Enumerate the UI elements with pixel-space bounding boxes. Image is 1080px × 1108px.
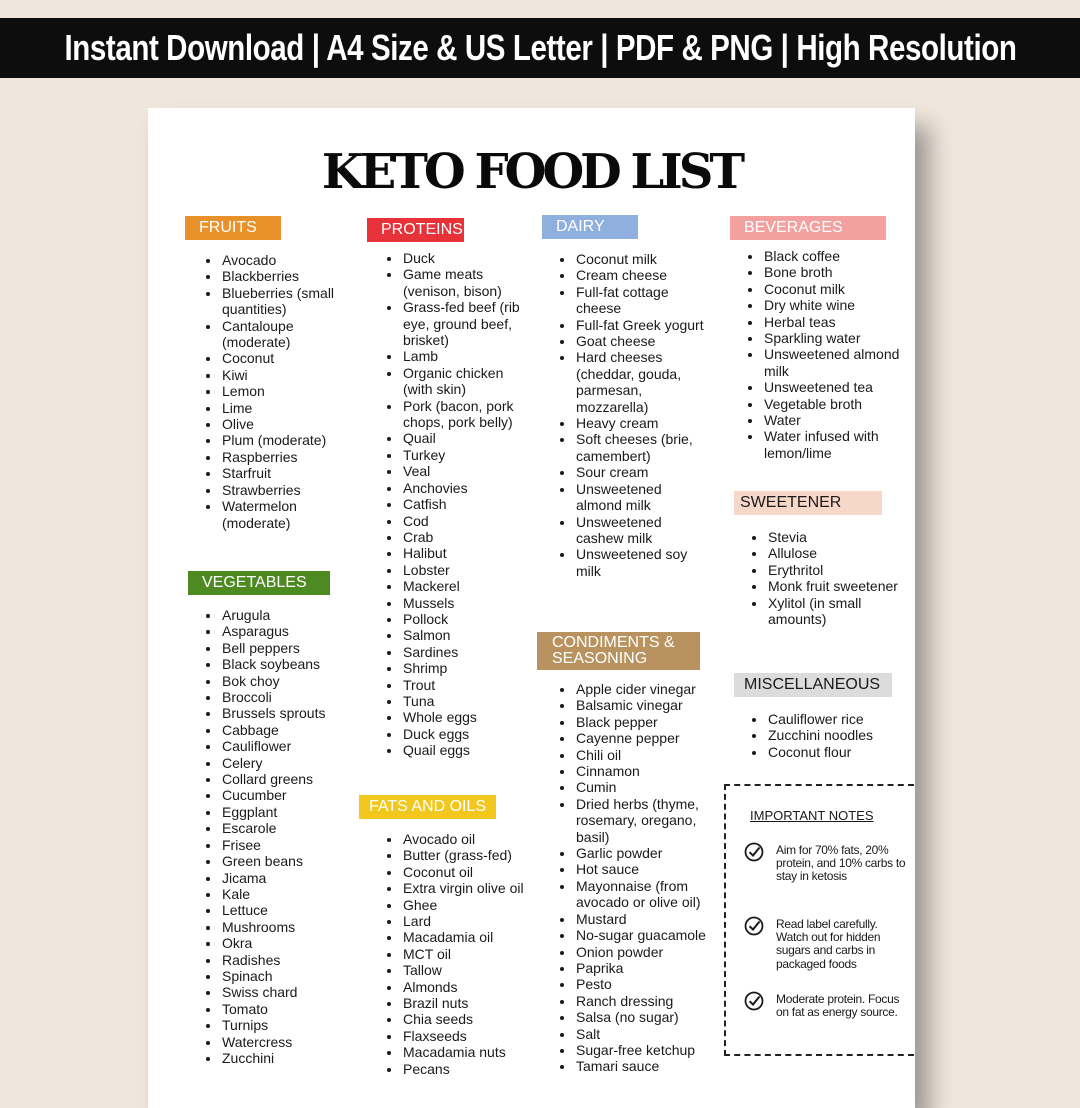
fruits-item: Blackberries [206,268,336,284]
vegetables-list [206,607,346,1066]
fats-heading: FATS AND OILS [359,795,496,819]
fats-item: Lard [387,913,537,929]
condiments-item: Tamari sauce [560,1058,720,1074]
vegetables-heading: VEGETABLES [188,571,330,595]
vegetables-item: Swiss chard [206,984,346,1000]
section-proteins [367,216,527,759]
fruits-item: Cantaloupe (moderate) [206,318,336,351]
sweetener-item: Xylitol (in small amounts) [752,595,902,628]
beverages-item: Water infused with lemon/lime [748,428,900,461]
fruits-item: Coconut [206,350,336,366]
vegetables-item: Green beans [206,853,346,869]
dairy-item: Full-fat Greek yogurt [560,317,710,333]
fruits-item: Strawberries [206,482,336,498]
fats-item: MCT oil [387,946,537,962]
vegetables-item: Mushrooms [206,919,346,935]
dairy-item: Unsweetened cashew milk [560,514,710,547]
vegetables-item: Cauliflower [206,738,346,754]
dairy-item: Full-fat cottage cheese [560,284,710,317]
dairy-item: Hard cheeses (cheddar, gouda, parmesan, mozzarella) [560,349,710,415]
condiments-item: Chili oil [560,747,720,763]
vegetables-item: Frisee [206,837,346,853]
vegetables-item: Eggplant [206,804,346,820]
proteins-item: Quail eggs [387,742,527,758]
fats-item: Avocado oil [387,831,537,847]
vegetables-item: Turnips [206,1017,346,1033]
food-list-sheet [148,108,915,1108]
condiments-item: Apple cider vinegar [560,681,720,697]
vegetables-item: Cucumber [206,787,346,803]
proteins-item: Whole eggs [387,709,527,725]
sweetener-item: Allulose [752,545,902,561]
fruits-item: Lemon [206,383,336,399]
vegetables-item: Jicama [206,870,346,886]
condiments-item: Black pepper [560,714,720,730]
vegetables-item: Tomato [206,1001,346,1017]
fruits-item: Kiwi [206,367,336,383]
proteins-item: Quail [387,430,527,446]
fats-item: Butter (grass-fed) [387,847,537,863]
vegetables-item: Radishes [206,952,346,968]
fruits-item: Blueberries (small quantities) [206,285,336,318]
vegetables-item: Brussels sprouts [206,705,346,721]
fruits-heading: FRUITS [185,216,281,240]
vegetables-item: Asparagus [206,623,346,639]
proteins-item: Halibut [387,545,527,561]
condiments-item: Salt [560,1026,720,1042]
dairy-item: Unsweetened almond milk [560,481,710,514]
proteins-item: Organic chicken (with skin) [387,365,527,398]
condiments-item: Paprika [560,960,720,976]
beverages-item: Coconut milk [748,281,900,297]
proteins-item: Grass-fed beef (rib eye, ground beef, brisket) [387,299,527,348]
vegetables-item: Broccoli [206,689,346,705]
beverages-item: Black coffee [748,248,900,264]
beverages-item: Water [748,412,900,428]
vegetables-item: Kale [206,886,346,902]
fats-item: Pecans [387,1061,537,1077]
dairy-item: Coconut milk [560,251,710,267]
misc-heading: MISCELLANEOUS [734,673,892,697]
condiments-item: Cumin [560,779,720,795]
condiments-item: No-sugar guacamole [560,927,720,943]
vegetables-item: Collard greens [206,771,346,787]
fats-list [387,831,537,1077]
misc-item: Coconut flour [752,744,902,760]
condiments-item: Pesto [560,976,720,992]
notes-title: IMPORTANT NOTES [750,808,874,823]
condiments-item: Cinnamon [560,763,720,779]
condiments-item: Garlic powder [560,845,720,861]
beverages-item: Bone broth [748,264,900,280]
fats-item: Macadamia oil [387,929,537,945]
proteins-list [387,250,527,759]
fats-item: Flaxseeds [387,1028,537,1044]
fruits-item: Olive [206,416,336,432]
vegetables-item: Escarole [206,820,346,836]
note-text: Aim for 70% fats, 20% protein, and 10% carbs to stay in ketosis [776,843,906,884]
section-fruits [185,216,335,531]
section-beverages [730,216,900,461]
section-fats [359,795,529,1077]
fats-item: Extra virgin olive oil [387,880,537,896]
vegetables-item: Lettuce [206,902,346,918]
proteins-item: Tuna [387,693,527,709]
condiments-heading: CONDIMENTS & SEASONING [537,632,700,670]
dairy-item: Goat cheese [560,333,710,349]
vegetables-item: Celery [206,755,346,771]
fats-item: Chia seeds [387,1011,537,1027]
fruits-item: Watermelon (moderate) [206,498,336,531]
fats-item: Macadamia nuts [387,1044,537,1060]
vegetables-item: Watercress [206,1034,346,1050]
sweetener-item: Erythritol [752,562,902,578]
beverages-item: Dry white wine [748,297,900,313]
dairy-list [560,251,710,579]
vegetables-item: Black soybeans [206,656,346,672]
condiments-item: Dried herbs (thyme, rosemary, oregano, basil) [560,796,720,845]
fats-item: Almonds [387,979,537,995]
condiments-item: Mayonnaise (from avocado or olive oil) [560,878,720,911]
fats-item: Ghee [387,897,537,913]
dairy-heading: DAIRY [542,215,638,239]
note-text: Read label carefully. Watch out for hidden sugars and carbs in packaged foods [776,917,881,971]
sweetener-heading: SWEETENER [734,491,882,515]
banner-text: Instant Download | A4 Size & US Letter | PDF & PNG | High Resolution [64,27,1016,68]
proteins-item: Catfish [387,496,527,512]
proteins-item: Veal [387,463,527,479]
fruits-item: Starfruit [206,465,336,481]
condiments-item: Hot sauce [560,861,720,877]
proteins-item: Salmon [387,627,527,643]
vegetables-item: Cabbage [206,722,346,738]
fruits-item: Lime [206,400,336,416]
section-dairy [542,215,712,579]
condiments-item: Salsa (no sugar) [560,1009,720,1025]
proteins-item: Turkey [387,447,527,463]
misc-item: Cauliflower rice [752,711,902,727]
section-vegetables [188,571,338,1066]
proteins-item: Anchovies [387,480,527,496]
sweetener-item: Monk fruit sweetener [752,578,902,594]
checkmark-circle-icon [744,916,764,936]
fruits-item: Raspberries [206,449,336,465]
proteins-item: Mussels [387,595,527,611]
condiments-item: Onion powder [560,944,720,960]
condiments-item: Cayenne pepper [560,730,720,746]
vegetables-item: Arugula [206,607,346,623]
proteins-item: Duck eggs [387,726,527,742]
proteins-heading: PROTEINS [367,218,464,242]
proteins-item: Pork (bacon, pork chops, pork belly) [387,398,527,431]
fats-item: Brazil nuts [387,995,537,1011]
beverages-item: Vegetable broth [748,396,900,412]
proteins-item: Lobster [387,562,527,578]
page-title: KETO FOOD LIST [321,144,742,200]
beverages-list [748,248,900,461]
beverages-item: Unsweetened tea [748,379,900,395]
dairy-item: Unsweetened soy milk [560,546,710,579]
beverages-item: Unsweetened almond milk [748,346,900,379]
condiments-list [560,681,720,1075]
fruits-list [206,252,336,531]
dairy-item: Heavy cream [560,415,710,431]
misc-item: Zucchini noodles [752,727,902,743]
checkmark-circle-icon [744,842,764,862]
section-condiments [537,632,712,1075]
sweetener-list [752,529,902,627]
vegetables-item: Zucchini [206,1050,346,1066]
beverages-item: Sparkling water [748,330,900,346]
proteins-item: Crab [387,529,527,545]
fats-item: Coconut oil [387,864,537,880]
proteins-item: Mackerel [387,578,527,594]
misc-list [752,711,902,760]
proteins-item: Sardines [387,644,527,660]
beverages-item: Herbal teas [748,314,900,330]
note-text: Moderate protein. Focus on fat as energy source. [776,992,900,1020]
vegetables-item: Okra [206,935,346,951]
dairy-item: Soft cheeses (brie, camembert) [560,431,710,464]
proteins-item: Shrimp [387,660,527,676]
section-sweetener [734,491,904,627]
beverages-heading: BEVERAGES [730,216,886,240]
proteins-item: Game meats (venison, bison) [387,266,527,299]
condiments-item: Mustard [560,911,720,927]
condiments-item: Ranch dressing [560,993,720,1009]
vegetables-item: Spinach [206,968,346,984]
checkmark-circle-icon [744,991,764,1011]
section-misc [734,673,904,760]
proteins-item: Pollock [387,611,527,627]
proteins-item: Duck [387,250,527,266]
dairy-item: Cream cheese [560,267,710,283]
fruits-item: Plum (moderate) [206,432,336,448]
dairy-item: Sour cream [560,464,710,480]
condiments-item: Sugar-free ketchup [560,1042,720,1058]
proteins-item: Lamb [387,348,527,364]
sweetener-item: Stevia [752,529,902,545]
top-banner [0,18,1080,78]
important-notes-box [724,784,914,1056]
vegetables-item: Bell peppers [206,640,346,656]
proteins-item: Cod [387,513,527,529]
fruits-item: Avocado [206,252,336,268]
proteins-item: Trout [387,677,527,693]
fats-item: Tallow [387,962,537,978]
condiments-item: Balsamic vinegar [560,697,720,713]
vegetables-item: Bok choy [206,673,346,689]
